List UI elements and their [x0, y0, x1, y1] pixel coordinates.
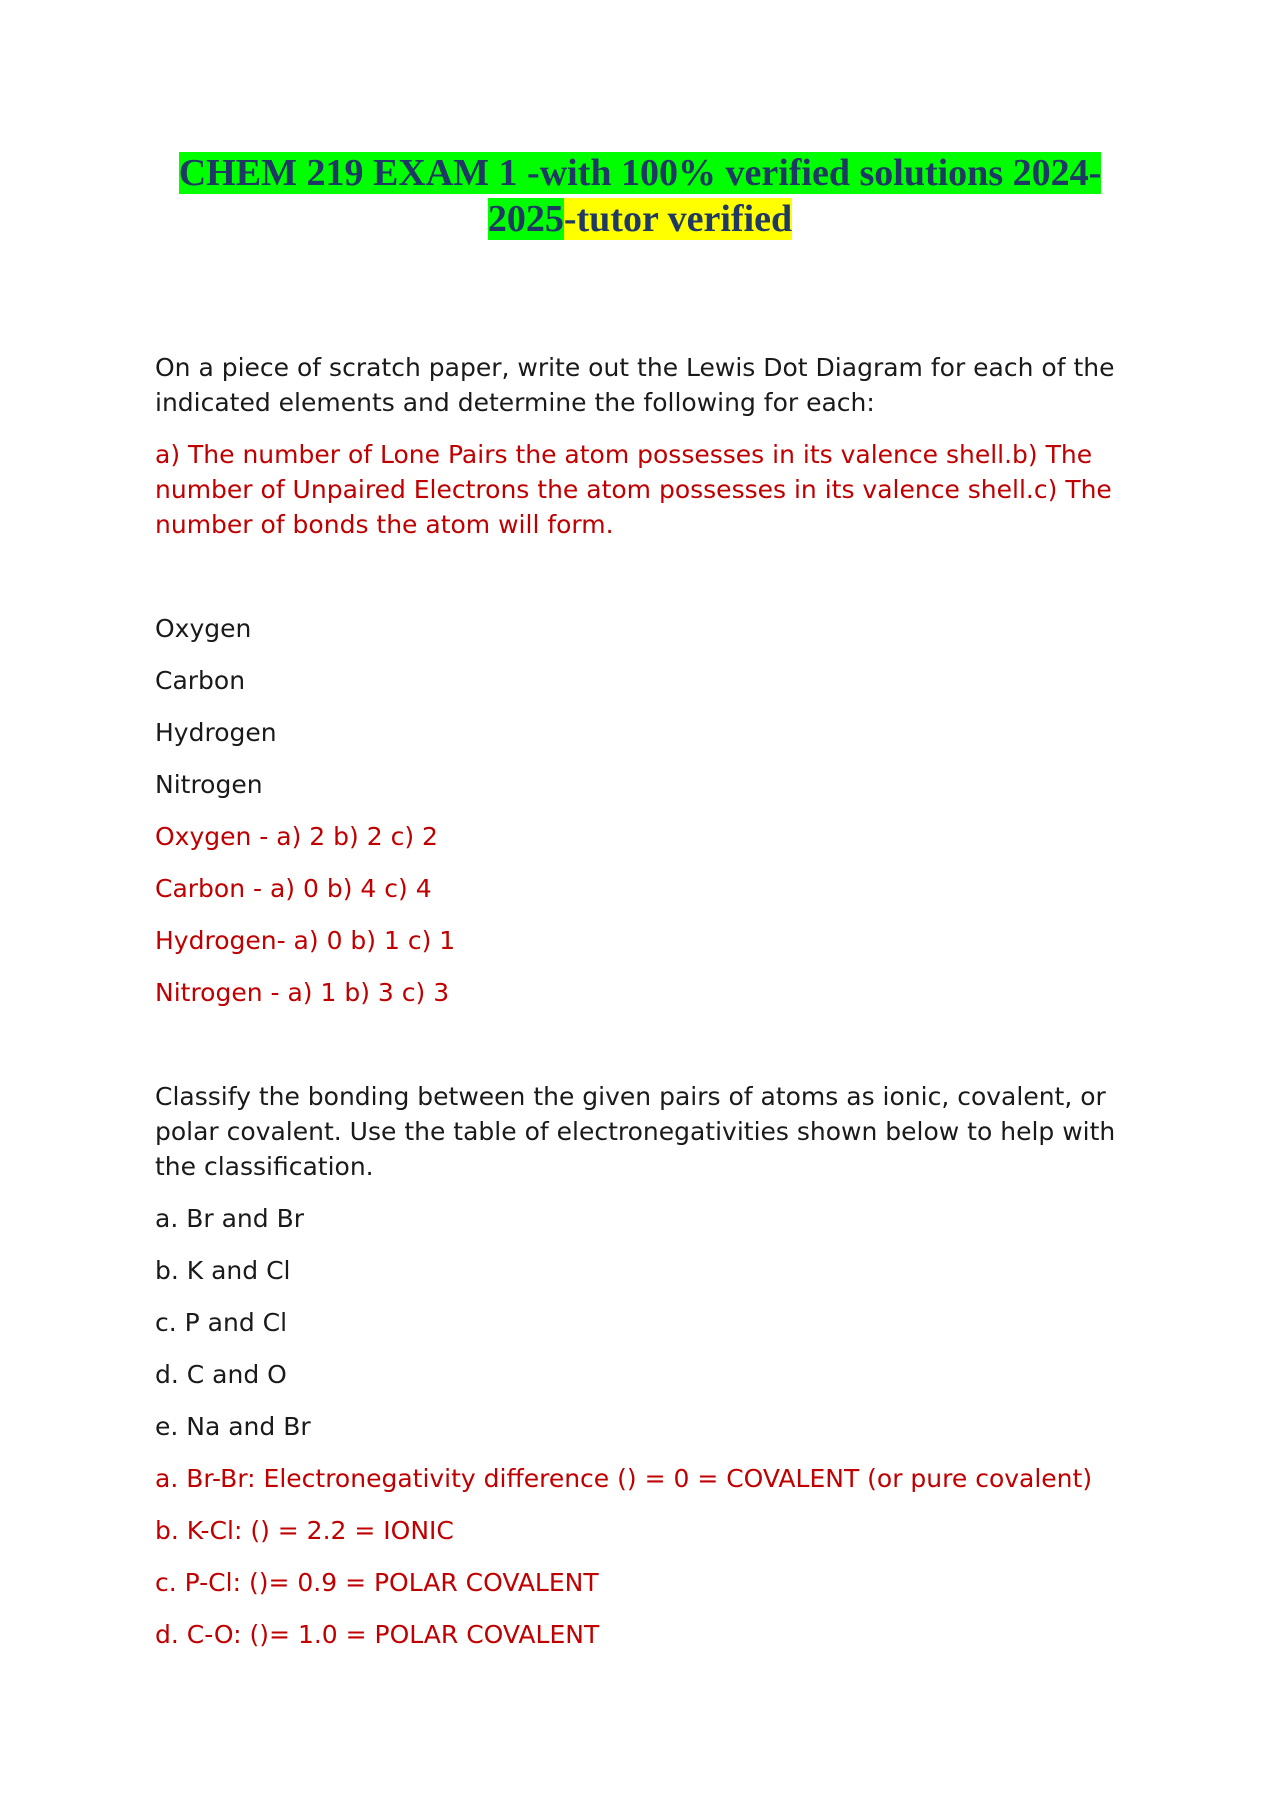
element-item: Oxygen	[155, 614, 252, 643]
bond-answer: a. Br-Br: Electronegativity difference () = 0 = COVALENT (or pure covalent)	[155, 1464, 1093, 1493]
element-answer: Oxygen - a) 2 b) 2 c) 2	[155, 822, 438, 851]
question2-prompt: Classify the bonding between the given pairs of atoms as ionic, covalent, or polar covalent. Use the table of electronegativities shown below to help with the classification.	[155, 1082, 1116, 1181]
section-gap	[155, 559, 1135, 611]
bond-answer: d. C-O: ()= 1.0 = POLAR COVALENT	[155, 1620, 600, 1649]
atom-pair-item: e. Na and Br	[155, 1412, 311, 1441]
element-item: Carbon	[155, 666, 246, 695]
element-answer: Nitrogen - a) 1 b) 3 c) 3	[155, 978, 450, 1007]
document-title	[155, 150, 1125, 242]
atom-pair-item: b. K and Cl	[155, 1256, 291, 1285]
document-body	[155, 350, 1135, 1669]
section-gap	[155, 1027, 1135, 1079]
atom-pair-item: a. Br and Br	[155, 1204, 304, 1233]
title-year-highlight: 2025	[487, 198, 564, 240]
title-highlight-green: CHEM 219 EXAM 1 -with 100% verified solutions 2024-	[178, 152, 1102, 194]
element-item: Hydrogen	[155, 718, 277, 747]
question1-instructions: a) The number of Lone Pairs the atom possesses in its valence shell.b) The number of Unpaired Electrons the atom possesses in its valence shell.c) The number of bonds the atom will form.	[155, 440, 1112, 539]
element-item: Nitrogen	[155, 770, 263, 799]
atom-pair-item: d. C and O	[155, 1360, 287, 1389]
bond-answer: b. K-Cl: () = 2.2 = IONIC	[155, 1516, 454, 1545]
bond-answer: c. P-Cl: ()= 0.9 = POLAR COVALENT	[155, 1568, 599, 1597]
element-answer: Hydrogen- a) 0 b) 1 c) 1	[155, 926, 456, 955]
atom-pair-item: c. P and Cl	[155, 1308, 288, 1337]
question1-prompt: On a piece of scratch paper, write out the Lewis Dot Diagram for each of the indicated elements and determine the following for each:	[155, 353, 1115, 417]
title-highlight-yellow: -tutor verified	[563, 198, 793, 240]
element-answer: Carbon - a) 0 b) 4 c) 4	[155, 874, 432, 903]
